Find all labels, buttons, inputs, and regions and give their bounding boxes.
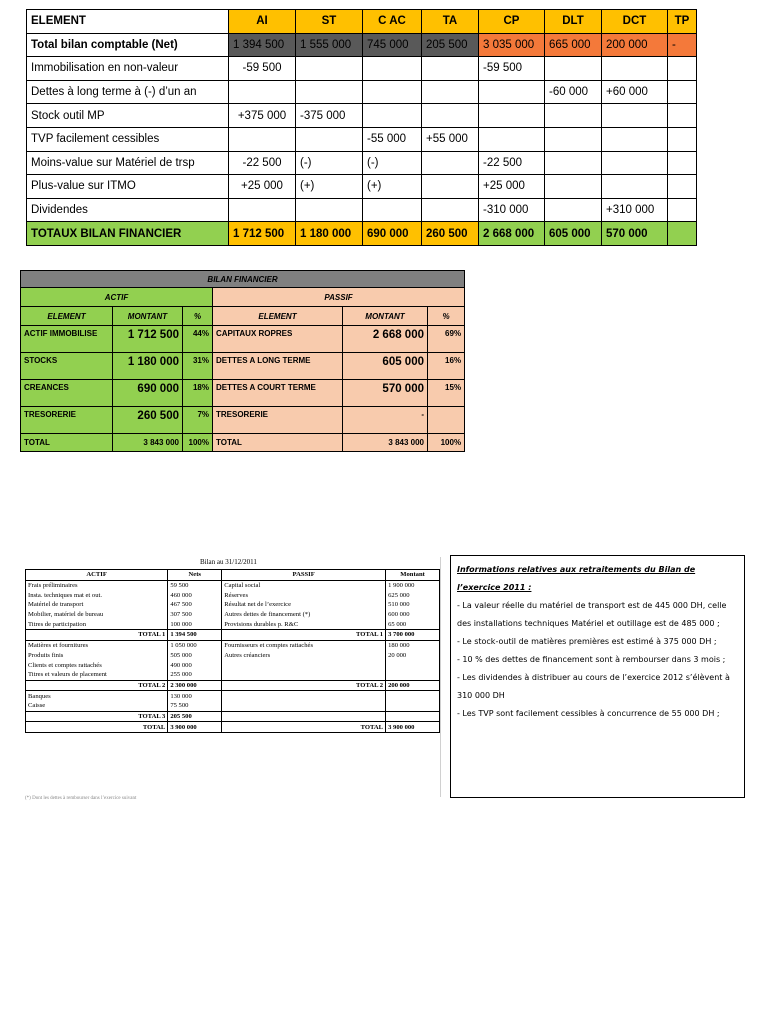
bilan-2011-total-row <box>26 722 440 733</box>
passif-pct: 15% <box>428 380 465 407</box>
bilan-2011-actif-cell: TOTAL 3 <box>26 711 168 722</box>
retraitement-label: Plus-value sur ITMO <box>27 175 229 199</box>
passif-total-pct: 100% <box>428 434 465 452</box>
retraitement-st-cell: -375 000 <box>296 104 363 128</box>
passif-element: DETTES A LONG TERME <box>213 353 343 380</box>
retraitement-row <box>27 151 697 175</box>
bilan-2011-actif-cell: TOTAL <box>26 722 168 733</box>
retraitement-st-cell: (-) <box>296 151 363 175</box>
header-ta: TA <box>422 10 479 34</box>
retraitement-dct-cell <box>602 57 668 81</box>
bilan-2011-header-nets: Nets <box>168 570 222 581</box>
infos-list <box>457 597 738 723</box>
passif-montant: 605 000 <box>343 353 428 380</box>
bilan-2011-nets-cell: 490 000 <box>168 660 222 670</box>
bilan-2011-passif-cell <box>222 660 386 670</box>
totaux-dct: 570 000 <box>602 222 668 246</box>
bilan-2011-actif-cell: Titres et valeurs de placement <box>26 670 168 680</box>
actif-pct: 44% <box>183 326 213 353</box>
retraitement-label: Moins-value sur Matériel de trsp <box>27 151 229 175</box>
actif-col-pct: % <box>183 307 213 326</box>
actif-pct: 7% <box>183 407 213 434</box>
total-net-dct: 200 000 <box>602 33 668 57</box>
bilan-2011-table <box>25 569 440 733</box>
retraitement-st-cell <box>296 57 363 81</box>
bilan-financier-row <box>21 407 465 434</box>
bilan-2011-nets-cell: 75 500 <box>168 701 222 711</box>
retraitement-cac-cell <box>363 198 422 222</box>
totaux-label: TOTAUX BILAN FINANCIER <box>27 222 229 246</box>
bilan-2011-montant-cell: 65 000 <box>386 619 440 629</box>
totaux-cac: 690 000 <box>363 222 422 246</box>
bilan-2011-actif-cell: Caisse <box>26 701 168 711</box>
bilan-2011-montant-cell: 3 900 000 <box>386 722 440 733</box>
bilan-2011-row <box>26 640 440 650</box>
header-ai: AI <box>229 10 296 34</box>
bilan-2011-actif-cell: TOTAL 1 <box>26 630 168 641</box>
bilan-financier-row <box>21 353 465 380</box>
retraitement-dct-cell <box>602 104 668 128</box>
retraitement-dlt-cell <box>545 127 602 151</box>
bilan-2011-row <box>26 580 440 590</box>
total-net-row <box>27 33 697 57</box>
totaux-ta: 260 500 <box>422 222 479 246</box>
retraitement-cp-cell: +25 000 <box>479 175 545 199</box>
retraitement-st-cell: (+) <box>296 175 363 199</box>
bilan-2011-montant-cell <box>386 660 440 670</box>
actif-pct: 31% <box>183 353 213 380</box>
retraitement-cp-cell <box>479 127 545 151</box>
bilan-2011-nets-cell: 460 000 <box>168 590 222 600</box>
passif-element: CAPITAUX ROPRES <box>213 326 343 353</box>
header-dct: DCT <box>602 10 668 34</box>
retraitement-tp-cell <box>668 175 697 199</box>
bilan-financier-table <box>20 270 465 452</box>
bilan-2011-total-row <box>26 630 440 641</box>
totaux-st: 1 180 000 <box>296 222 363 246</box>
bilan-2011-montant-cell: 200 000 <box>386 680 440 691</box>
retraitement-dct-cell <box>602 175 668 199</box>
retraitement-row <box>27 127 697 151</box>
retraitement-cp-cell <box>479 104 545 128</box>
bilan-2011-actif-cell: Clients et comptes rattachés <box>26 660 168 670</box>
retraitement-ai-cell: +375 000 <box>229 104 296 128</box>
bilan-financier-row <box>21 380 465 407</box>
passif-montant: 2 668 000 <box>343 326 428 353</box>
bilan-2011-passif-cell: Résultat net de l’exercice <box>222 600 386 610</box>
total-net-cac: 745 000 <box>363 33 422 57</box>
retraitement-ta-cell <box>422 80 479 104</box>
retraitement-label: Dettes à long terme à (-) d’un an <box>27 80 229 104</box>
retraitement-cp-cell: -22 500 <box>479 151 545 175</box>
retraitement-ta-cell <box>422 198 479 222</box>
header-cp: CP <box>479 10 545 34</box>
bilan-2011-montant-cell: 1 900 000 <box>386 580 440 590</box>
bilan-2011-title: Bilan au 31/12/2011 <box>200 558 257 566</box>
retraitement-ta-cell <box>422 104 479 128</box>
infos-title: Informations relatives aux retraitements du Bilan de l’exercice 2011 : <box>457 565 696 592</box>
retraitement-ai-cell: -59 500 <box>229 57 296 81</box>
actif-col-element: ELEMENT <box>21 307 113 326</box>
retraitement-ai-cell: -22 500 <box>229 151 296 175</box>
retraitement-dlt-cell: -60 000 <box>545 80 602 104</box>
bilan-2011-montant-cell: 20 000 <box>386 651 440 661</box>
bilan-2011-passif-cell: Provisions durables p. R&C <box>222 619 386 629</box>
passif-pct <box>428 407 465 434</box>
retraitement-row <box>27 175 697 199</box>
passif-col-element: ELEMENT <box>213 307 343 326</box>
retraitement-tp-cell <box>668 151 697 175</box>
bilan-2011-passif-cell <box>222 711 386 722</box>
passif-total-montant: 3 843 000 <box>343 434 428 452</box>
bilan-2011-passif-cell <box>222 670 386 680</box>
retraitements-table <box>26 9 697 246</box>
total-net-cp: 3 035 000 <box>479 33 545 57</box>
bilan-financier-title: BILAN FINANCIER <box>21 271 465 288</box>
totaux-tp <box>668 222 697 246</box>
bilan-2011-nets-cell: 3 900 000 <box>168 722 222 733</box>
bilan-2011-nets-cell: 130 000 <box>168 691 222 701</box>
actif-total-montant: 3 843 000 <box>113 434 183 452</box>
passif-label: PASSIF <box>213 288 465 307</box>
actif-total-pct: 100% <box>183 434 213 452</box>
header-dlt: DLT <box>545 10 602 34</box>
retraitement-cp-cell: -59 500 <box>479 57 545 81</box>
bilan-2011-montant-cell: 180 000 <box>386 640 440 650</box>
retraitement-cac-cell <box>363 104 422 128</box>
actif-montant: 260 500 <box>113 407 183 434</box>
bilan-2011-nets-cell: 2 300 000 <box>168 680 222 691</box>
bilan-2011-header-actif: ACTIF <box>26 570 168 581</box>
total-net-label: Total bilan comptable (Net) <box>27 33 229 57</box>
bilan-2011-nets-cell: 1 394 500 <box>168 630 222 641</box>
passif-total-label: TOTAL <box>213 434 343 452</box>
passif-montant: 570 000 <box>343 380 428 407</box>
passif-pct: 69% <box>428 326 465 353</box>
retraitement-cac-cell <box>363 57 422 81</box>
info-item: - La valeur réelle du matériel de transport est de 445 000 DH, celle des installations techniques Matériel et outillage est de 485 000 ; <box>457 601 727 628</box>
bilan-2011-actif-cell: Banques <box>26 691 168 701</box>
passif-col-pct: % <box>428 307 465 326</box>
bilan-2011-actif-cell: Produits finis <box>26 651 168 661</box>
bilan-2011-nets-cell: 307 500 <box>168 610 222 620</box>
header-cac: C AC <box>363 10 422 34</box>
bilan-2011-montant-cell: 510 000 <box>386 600 440 610</box>
retraitement-dct-cell: +60 000 <box>602 80 668 104</box>
bilan-2011-passif-cell: Fournisseurs et comptes rattachés <box>222 640 386 650</box>
totaux-row <box>27 222 697 246</box>
header-tp: TP <box>668 10 697 34</box>
bilan-2011-header-row <box>26 570 440 581</box>
bilan-2011-passif-cell: TOTAL <box>222 722 386 733</box>
actif-element: STOCKS <box>21 353 113 380</box>
retraitement-cac-cell: (+) <box>363 175 422 199</box>
passif-element: DETTES A COURT TERME <box>213 380 343 407</box>
retraitement-dct-cell: +310 000 <box>602 198 668 222</box>
retraitement-cac-cell: (-) <box>363 151 422 175</box>
totaux-dlt: 605 000 <box>545 222 602 246</box>
actif-total-label: TOTAL <box>21 434 113 452</box>
bilan-2011-total-row <box>26 680 440 691</box>
bilan-2011-passif-cell: TOTAL 2 <box>222 680 386 691</box>
retraitement-ai-cell <box>229 80 296 104</box>
total-net-tp: - <box>668 33 697 57</box>
total-net-dlt: 665 000 <box>545 33 602 57</box>
bilan-2011-nets-cell: 255 000 <box>168 670 222 680</box>
bilan-2011-actif-cell: Matières et fournitures <box>26 640 168 650</box>
bilan-2011-nets-cell: 505 000 <box>168 651 222 661</box>
retraitement-ai-cell: +25 000 <box>229 175 296 199</box>
retraitement-dlt-cell <box>545 175 602 199</box>
bilan-2011-row <box>26 619 440 629</box>
bilan-2011-total-row <box>26 711 440 722</box>
bilan-2011-montant-cell <box>386 691 440 701</box>
bilan-2011-actif-cell: Insta. techniques mat et out. <box>26 590 168 600</box>
retraitement-cac-cell: -55 000 <box>363 127 422 151</box>
bilan-2011-row <box>26 651 440 661</box>
retraitement-label: Dividendes <box>27 198 229 222</box>
bilan-2011-row <box>26 701 440 711</box>
retraitement-ta-cell <box>422 151 479 175</box>
header-st: ST <box>296 10 363 34</box>
bilan-2011-passif-cell: Réserves <box>222 590 386 600</box>
infos-retraitements-box <box>450 555 745 798</box>
bilan-2011-nets-cell: 59 500 <box>168 580 222 590</box>
bilan-2011-montant-cell <box>386 670 440 680</box>
retraitement-label: Immobilisation en non-valeur <box>27 57 229 81</box>
retraitement-ta-cell <box>422 57 479 81</box>
bilan-2011-montant-cell: 600 000 <box>386 610 440 620</box>
actif-pct: 18% <box>183 380 213 407</box>
bilan-2011-nets-cell: 1 050 000 <box>168 640 222 650</box>
totaux-ai: 1 712 500 <box>229 222 296 246</box>
bilan-2011-passif-cell: Autres créanciers <box>222 651 386 661</box>
retraitement-cp-cell: -310 000 <box>479 198 545 222</box>
total-net-st: 1 555 000 <box>296 33 363 57</box>
bilan-2011-row <box>26 670 440 680</box>
retraitement-st-cell <box>296 198 363 222</box>
actif-label: ACTIF <box>21 288 213 307</box>
bilan-2011-passif-cell <box>222 701 386 711</box>
bilan-2011-nets-cell: 205 500 <box>168 711 222 722</box>
total-net-ta: 205 500 <box>422 33 479 57</box>
retraitement-dlt-cell <box>545 57 602 81</box>
bilan-2011-nets-cell: 100 000 <box>168 619 222 629</box>
bilan-financier-row <box>21 326 465 353</box>
bilan-2011-actif-cell: TOTAL 2 <box>26 680 168 691</box>
page-separator <box>440 557 441 797</box>
bilan-2011-actif-cell: Mobilier, matériel de bureau <box>26 610 168 620</box>
retraitements-header-row <box>27 10 697 34</box>
info-item: - Les dividendes à distribuer au cours de l’exercice 2012 s’élèvent à 310 000 DH <box>457 673 730 700</box>
bilan-2011-header-montant: Montant <box>386 570 440 581</box>
totaux-cp: 2 668 000 <box>479 222 545 246</box>
actif-montant: 1 712 500 <box>113 326 183 353</box>
bilan-2011-passif-cell: TOTAL 1 <box>222 630 386 641</box>
retraitement-tp-cell <box>668 57 697 81</box>
retraitement-label: Stock outil MP <box>27 104 229 128</box>
bilan-2011-montant-cell: 3 700 000 <box>386 630 440 641</box>
retraitement-cp-cell <box>479 80 545 104</box>
bilan-2011-montant-cell: 625 000 <box>386 590 440 600</box>
bilan-2011-header-passif: PASSIF <box>222 570 386 581</box>
info-item: - Les TVP sont facilement cessibles à concurrence de 55 000 DH ; <box>457 709 720 718</box>
bilan-2011-footnote: (*) Dont les dettes à rembourser dans l’exercice suivant <box>25 796 137 801</box>
bilan-2011-actif-cell: Matériel de transport <box>26 600 168 610</box>
bilan-2011-row <box>26 691 440 701</box>
bilan-financier-total-row <box>21 434 465 452</box>
retraitement-tp-cell <box>668 198 697 222</box>
retraitement-tp-cell <box>668 80 697 104</box>
bilan-2011-passif-cell: Autres dettes de financement (*) <box>222 610 386 620</box>
bilan-2011-row <box>26 600 440 610</box>
bilan-2011-actif-cell: Titres de participation <box>26 619 168 629</box>
bilan-2011-passif-cell <box>222 691 386 701</box>
passif-element: TRESORERIE <box>213 407 343 434</box>
bilan-2011-row <box>26 610 440 620</box>
bilan-2011-row <box>26 660 440 670</box>
info-item: - Le stock-outil de matières premières est estimé à 375 000 DH ; <box>457 637 717 646</box>
header-element: ELEMENT <box>27 10 229 34</box>
retraitement-dct-cell <box>602 151 668 175</box>
bilan-2011-row <box>26 590 440 600</box>
retraitement-ta-cell: +55 000 <box>422 127 479 151</box>
retraitement-row <box>27 57 697 81</box>
retraitement-tp-cell <box>668 127 697 151</box>
total-net-ai: 1 394 500 <box>229 33 296 57</box>
retraitement-row <box>27 198 697 222</box>
retraitement-ta-cell <box>422 175 479 199</box>
passif-pct: 16% <box>428 353 465 380</box>
retraitement-dct-cell <box>602 127 668 151</box>
actif-element: ACTIF IMMOBILISE <box>21 326 113 353</box>
info-item: - 10 % des dettes de financement sont à rembourser dans 3 mois ; <box>457 655 726 664</box>
retraitement-dlt-cell <box>545 198 602 222</box>
passif-montant: - <box>343 407 428 434</box>
retraitement-row <box>27 104 697 128</box>
actif-element: CREANCES <box>21 380 113 407</box>
actif-element: TRESORERIE <box>21 407 113 434</box>
actif-montant: 1 180 000 <box>113 353 183 380</box>
retraitement-dlt-cell <box>545 151 602 175</box>
bilan-2011-nets-cell: 467 500 <box>168 600 222 610</box>
actif-montant: 690 000 <box>113 380 183 407</box>
retraitement-st-cell <box>296 80 363 104</box>
bilan-2011-passif-cell: Capital social <box>222 580 386 590</box>
bilan-2011-montant-cell <box>386 711 440 722</box>
retraitement-ai-cell <box>229 198 296 222</box>
retraitement-ai-cell <box>229 127 296 151</box>
passif-col-montant: MONTANT <box>343 307 428 326</box>
retraitement-tp-cell <box>668 104 697 128</box>
retraitement-dlt-cell <box>545 104 602 128</box>
retraitement-row <box>27 80 697 104</box>
bilan-2011-actif-cell: Frais préliminaires <box>26 580 168 590</box>
retraitement-cac-cell <box>363 80 422 104</box>
bilan-2011-montant-cell <box>386 701 440 711</box>
actif-col-montant: MONTANT <box>113 307 183 326</box>
retraitement-st-cell <box>296 127 363 151</box>
retraitement-label: TVP facilement cessibles <box>27 127 229 151</box>
